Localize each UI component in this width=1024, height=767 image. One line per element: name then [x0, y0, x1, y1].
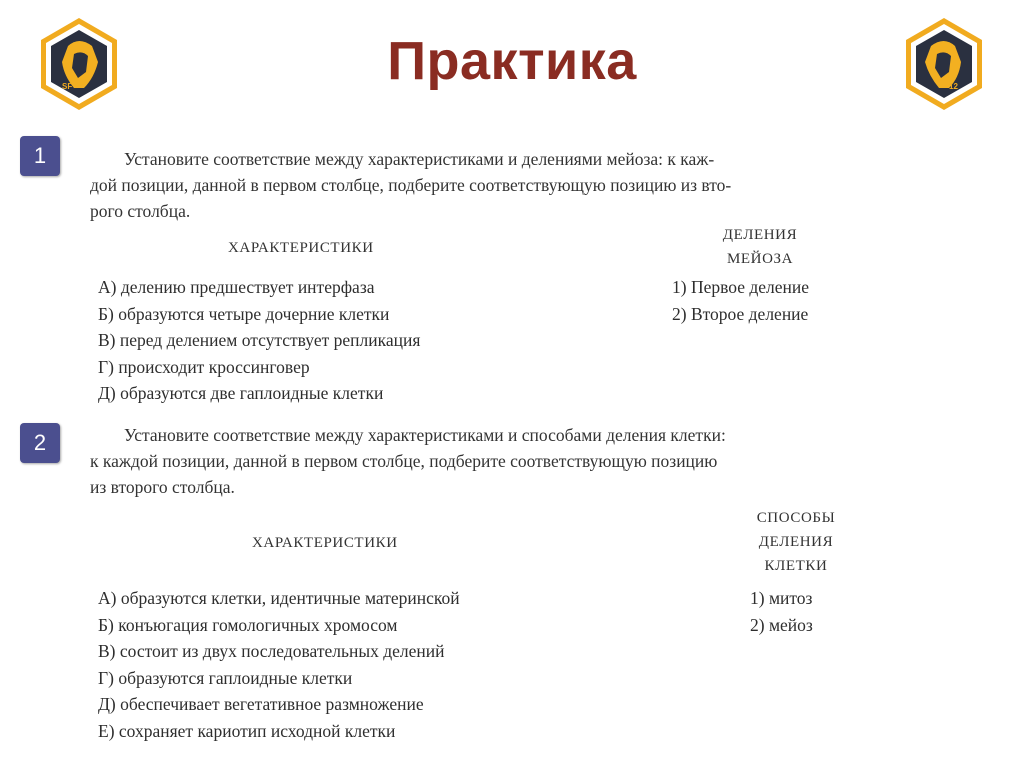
lion-logo-left — [38, 16, 120, 112]
question-2-line: Установите соответствие между характеристиками и способами деления клетки: — [124, 425, 726, 445]
list-item: 2) мейоз — [750, 614, 813, 635]
list-item: А) образуются клетки, идентичные материнской — [98, 588, 460, 608]
q1-right-header-line: ДЕЛЕНИЯ — [722, 227, 798, 243]
q2-right-header-line: ДЕЛЕНИЯ — [758, 534, 834, 550]
list-item: Б) образуются четыре дочерние клетки — [98, 303, 390, 324]
list-item: 2) Второе деление — [672, 303, 809, 324]
question-1-line: рого столбца. — [90, 201, 191, 221]
question-2-line: из второго столбца. — [90, 477, 235, 497]
q1-right-header-line: МЕЙОЗА — [726, 251, 794, 267]
list-item: Б) конъюгация гомологичных хромосом — [98, 614, 398, 635]
lion-logo-right — [903, 16, 985, 112]
q2-left-column-header: ХАРАКТЕРИСТИКИ — [252, 535, 398, 551]
question-number-badge: 1 — [20, 136, 60, 176]
list-item: Д) образуются две гаплоидные клетки — [98, 383, 384, 403]
list-item: Г) образуются гаплоидные клетки — [98, 667, 353, 688]
page-title: Практика — [387, 31, 637, 91]
list-item: Д) обеспечивает вегетативное размножение — [98, 694, 424, 714]
question-2-line: к каждой позиции, данной в первом столбце, подберите соответствующую позицию — [90, 451, 718, 471]
question-1-text — [90, 146, 960, 224]
question-1-line: дой позиции, данной в первом столбце, подберите соответствующую позицию из вто- — [90, 175, 732, 195]
q2-right-column-header — [736, 506, 856, 578]
question-1-line: Установите соответствие между характеристиками и делениями мейоза: к каж- — [124, 149, 715, 169]
list-item: Г) происходит кроссинговер — [98, 356, 310, 377]
list-item: 1) митоз — [750, 588, 813, 608]
question-2-text — [90, 422, 940, 500]
list-item: Е) сохраняет кариотип исходной клетки — [98, 720, 396, 741]
list-item: А) делению предшествует интерфаза — [98, 277, 375, 297]
logo-left-text: SF — [62, 82, 73, 91]
q1-options-list — [672, 274, 809, 327]
q1-characteristics-list — [98, 274, 420, 407]
question-number-badge: 2 — [20, 423, 60, 463]
list-item: В) перед делением отсутствует репликация — [98, 330, 421, 350]
q2-characteristics-list — [98, 585, 460, 744]
q1-right-column-header — [700, 223, 820, 271]
q1-left-column-header: ХАРАКТЕРИСТИКИ — [228, 240, 374, 256]
list-item: В) состоит из двух последовательных делений — [98, 641, 445, 661]
q2-options-list — [750, 585, 813, 638]
q2-right-header-line: СПОСОБЫ — [756, 510, 836, 526]
list-item: 1) Первое деление — [672, 277, 810, 297]
q2-right-header-line: КЛЕТКИ — [764, 558, 828, 574]
logo-right-text: 12 — [949, 82, 958, 91]
